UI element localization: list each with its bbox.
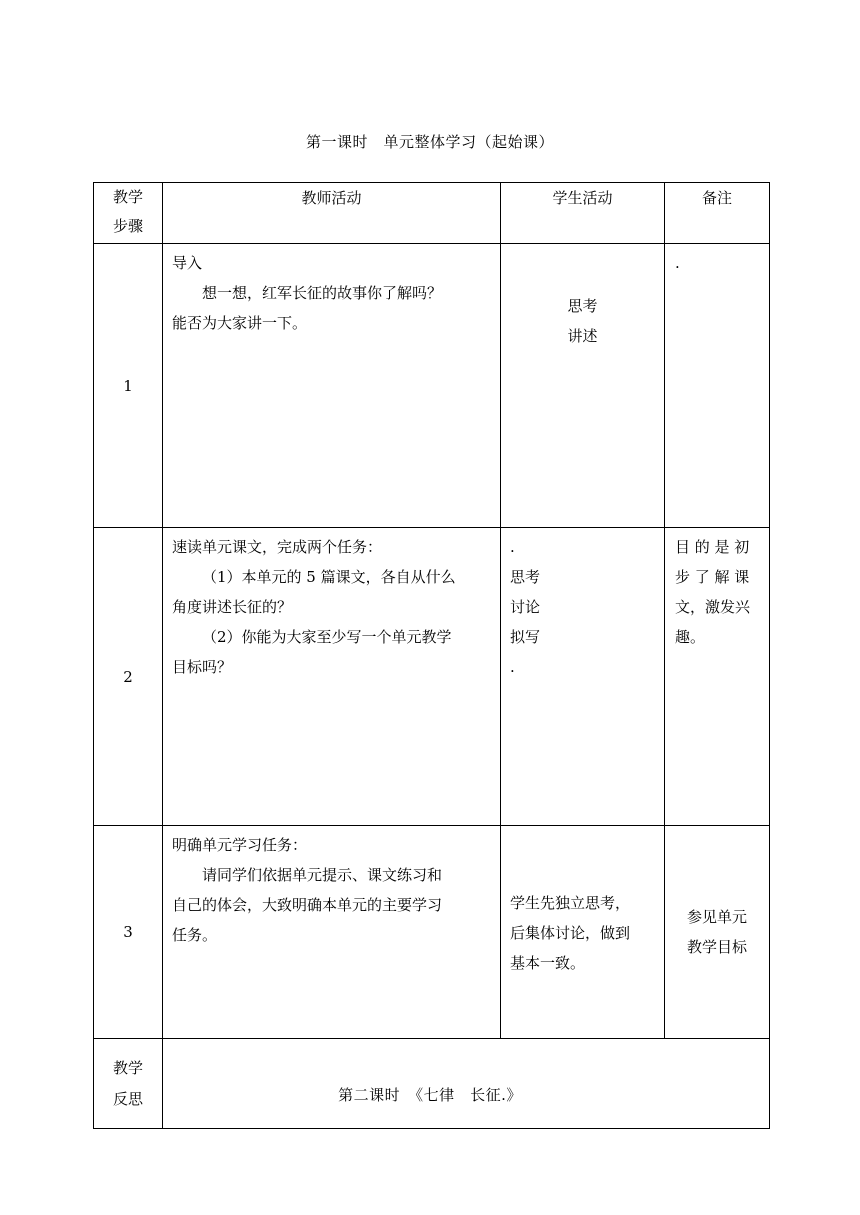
- table-row: [94, 244, 770, 528]
- student-activity: . 思考 讨论 拟写 .: [501, 528, 665, 826]
- table-row: [94, 528, 770, 826]
- student-activity: 学生先独立思考， 后集体讨论，做到 基本一致。: [501, 826, 665, 1039]
- step-number: 1: [94, 244, 163, 528]
- header-step: 教学 步骤: [94, 183, 163, 244]
- teacher-activity: 速读单元课文，完成两个任务： （1）本单元的 5 篇课文，各自从什么 角度讲述长征的？ （2）你能为大家至少写一个单元教学 目标吗？: [163, 528, 501, 826]
- reflection-label: 教学 反思: [94, 1039, 163, 1129]
- note: .: [665, 244, 770, 528]
- step-number: 2: [94, 528, 163, 826]
- header-note: 备注: [665, 183, 770, 244]
- header-teacher-activity: 教师活动: [163, 183, 501, 244]
- teacher-activity: 导入 想一想，红军长征的故事你了解吗？ 能否为大家讲一下。: [163, 244, 501, 528]
- teacher-activity: 明确单元学习任务： 请同学们依据单元提示、课文练习和 自己的体会，大致明确本单元的主要学习 任务。: [163, 826, 501, 1039]
- lesson1-title: 第一课时 单元整体学习（起始课）: [305, 133, 554, 151]
- note: 参见单元 教学目标: [665, 826, 770, 1039]
- table-row: [94, 826, 770, 1039]
- lesson2-title: 第二课时 《七律 长征.》: [338, 1086, 522, 1104]
- step-number: 3: [94, 826, 163, 1039]
- student-activity: 思考 讲述: [501, 244, 665, 528]
- table-header-row: [94, 183, 770, 244]
- lesson-plan-table: [93, 182, 770, 1129]
- header-student-activity: 学生活动: [501, 183, 665, 244]
- note: 目 的 是 初 步 了 解 课 文，激发兴 趣。: [665, 528, 770, 826]
